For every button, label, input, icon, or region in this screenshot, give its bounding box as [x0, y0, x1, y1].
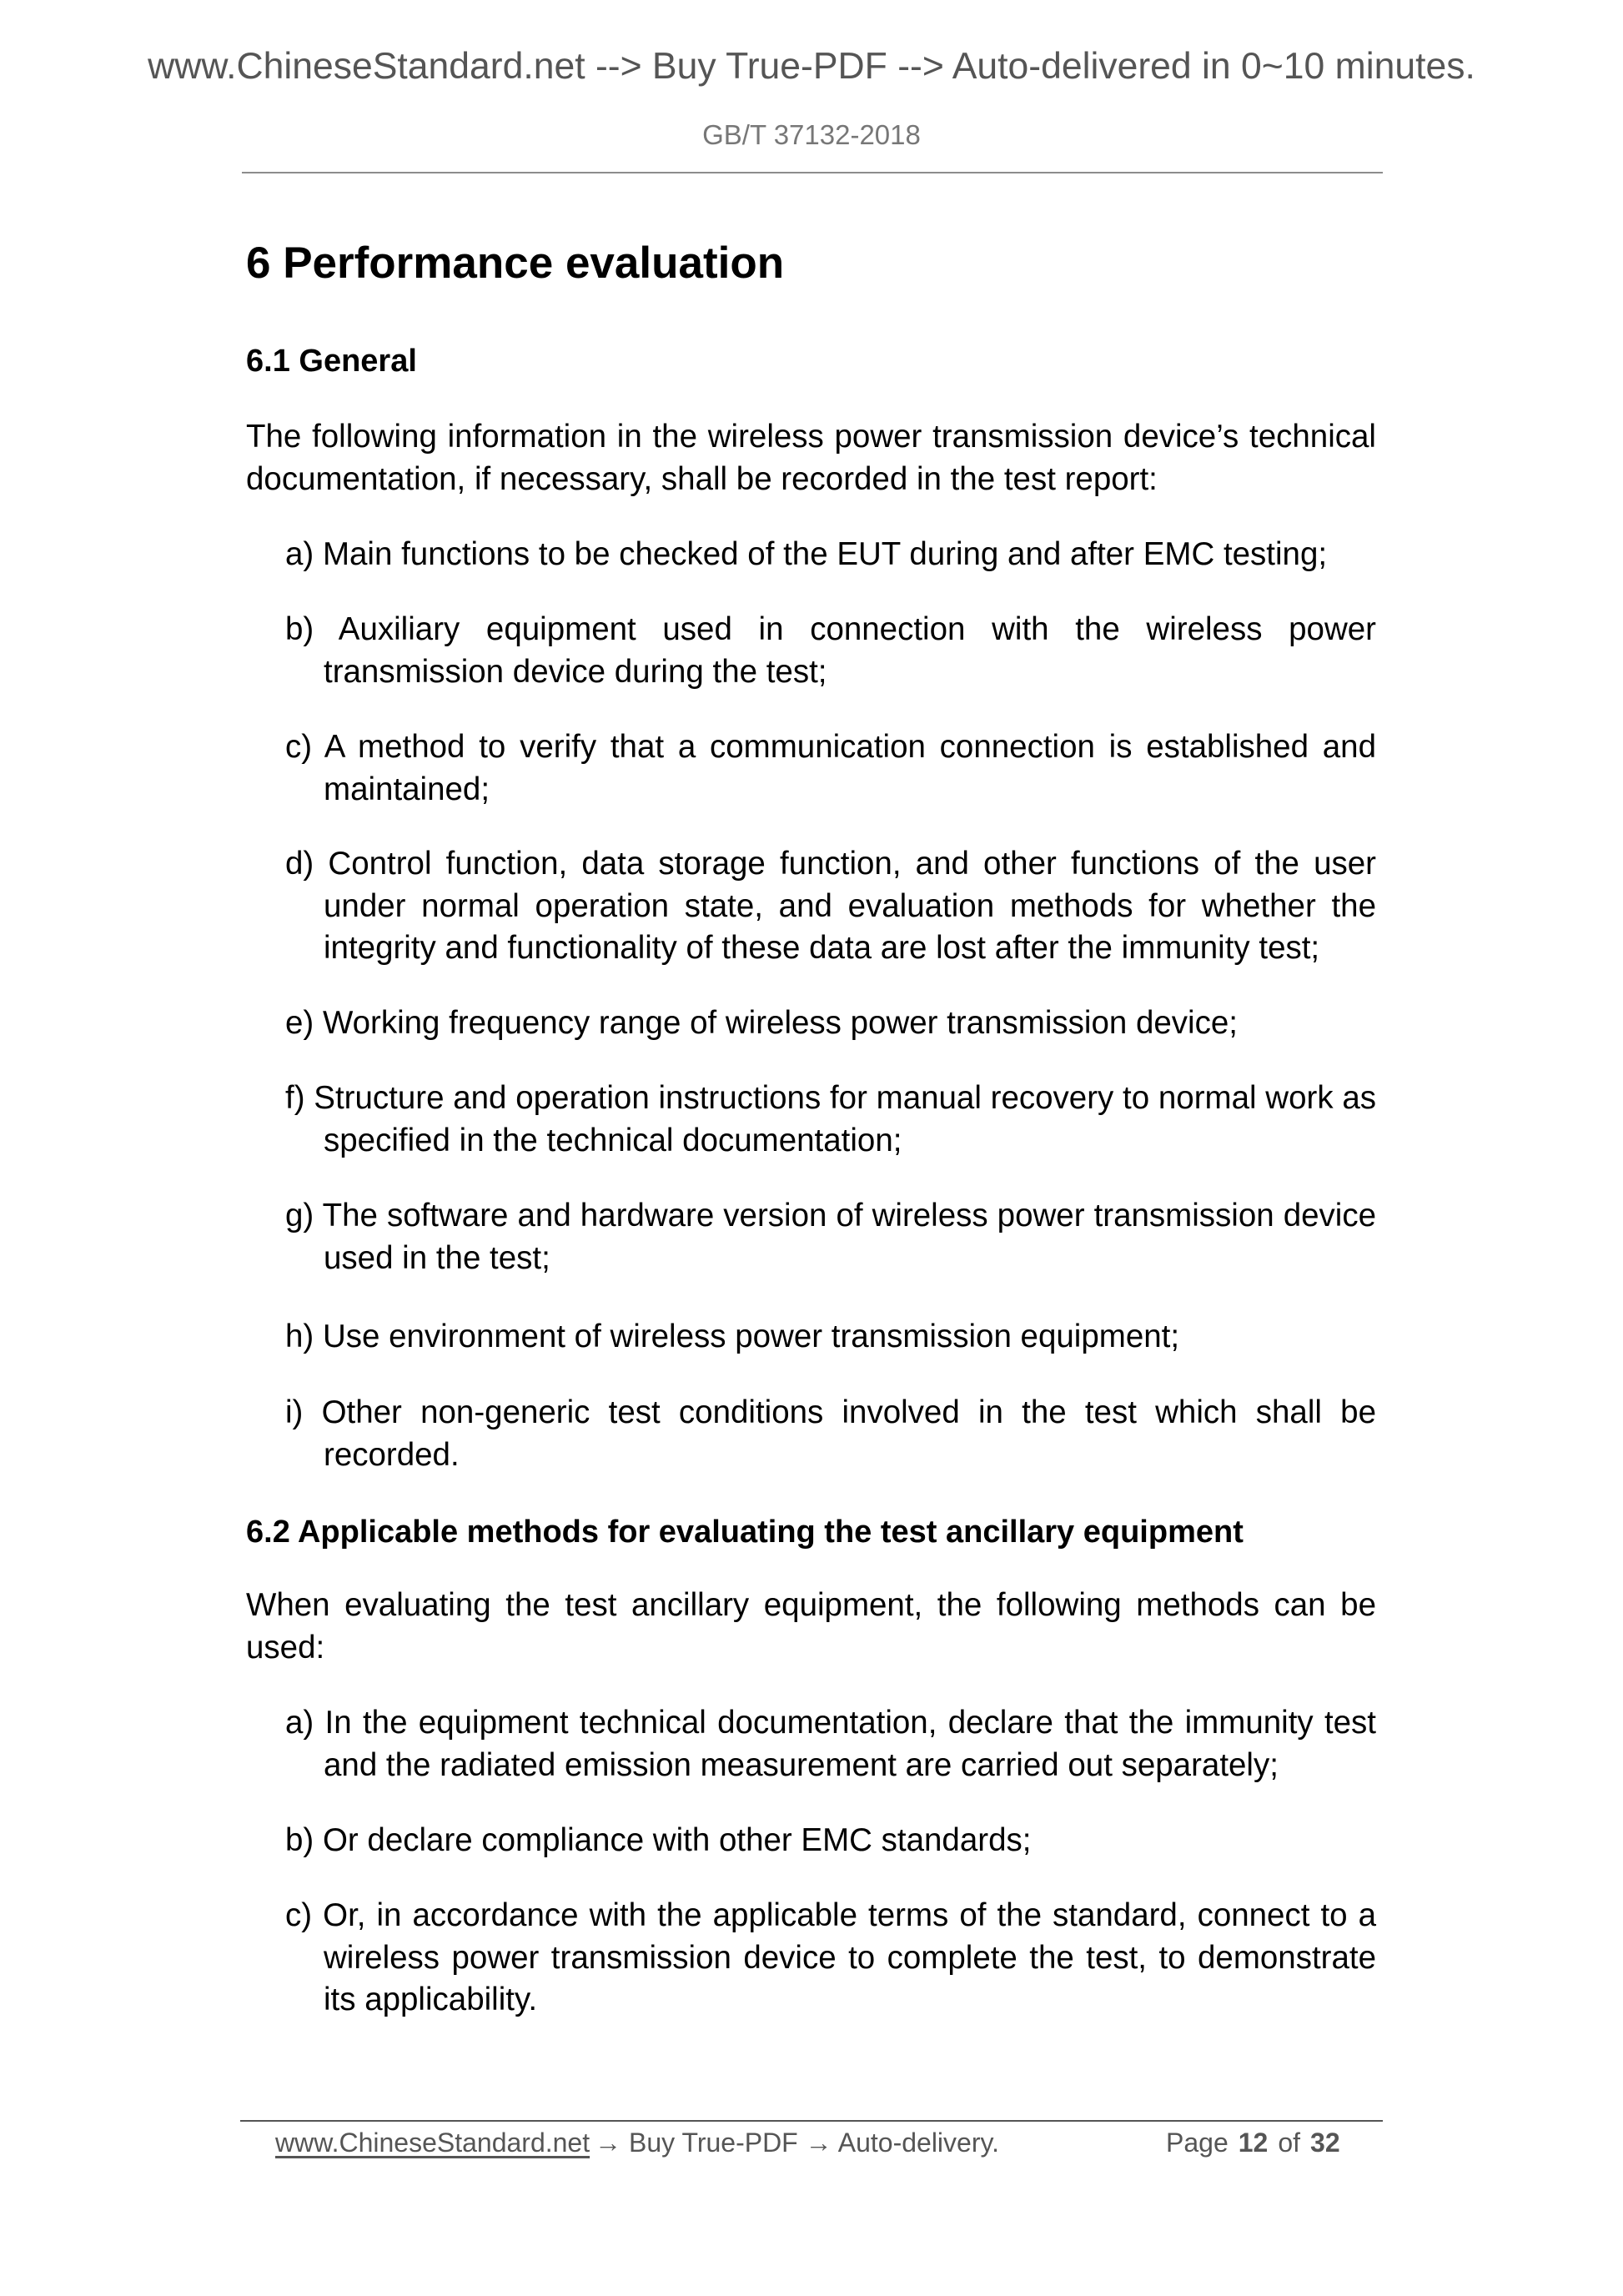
page-indicator: [1166, 2124, 1340, 2161]
list-label: b): [285, 1822, 314, 1858]
of-word: of: [1278, 2128, 1301, 2158]
list-item-6-1-f: [285, 1078, 1376, 1162]
list-item-6-1-i: [285, 1392, 1376, 1476]
list-label: b): [285, 611, 314, 647]
list-text: Other non-generic test conditions involved in the test which shall be recorded.: [321, 1394, 1376, 1473]
list-text: Control function, data storage function, and other functions of the user under normal operation state, and evaluation methods for whether the integrity and functionality of these data are lost after the immunity test;: [324, 846, 1377, 966]
footer-divider: [240, 2120, 1383, 2122]
list-item-6-2-a: [285, 1702, 1376, 1786]
list-label: a): [285, 536, 314, 572]
subsection-title-6-1: 6.1 General: [246, 344, 417, 379]
list-label: a): [285, 1705, 314, 1741]
list-text: Use environment of wireless power transmission equipment;: [322, 1319, 1180, 1354]
list-item-6-1-g: [285, 1195, 1376, 1279]
list-item-6-2-b: [285, 1820, 1376, 1862]
list-label: d): [285, 846, 314, 882]
header-promo-text: www.ChineseStandard.net --> Buy True-PDF --> Auto-delivered in 0~10 minutes.: [148, 46, 1475, 87]
footer-promo-text: → Buy True-PDF → Auto-delivery.: [595, 2128, 999, 2158]
list-item-6-1-d: [285, 843, 1376, 970]
list-text: The software and hardware version of wireless power transmission device used in the test;: [322, 1198, 1376, 1276]
page-word: Page: [1166, 2128, 1229, 2158]
list-label: h): [285, 1319, 314, 1354]
page-current: 12: [1238, 2128, 1269, 2158]
list-text: Or declare compliance with other EMC standards;: [322, 1822, 1032, 1858]
document-id: GB/T 37132-2018: [702, 119, 921, 150]
list-label: c): [285, 729, 313, 765]
page-total: 32: [1310, 2128, 1340, 2158]
footer-site-link[interactable]: www.ChineseStandard.net: [275, 2128, 590, 2158]
list-item-6-2-c: [285, 1895, 1376, 2022]
list-label: f): [285, 1080, 305, 1116]
list-item-6-1-e: [285, 1002, 1376, 1045]
header-divider: [242, 172, 1383, 173]
list-text: In the equipment technical documentation, declare that the immunity test and the radiated emission measurement are carried out separately;: [324, 1705, 1376, 1783]
list-label: g): [285, 1198, 314, 1233]
page-footer: [275, 2124, 1376, 2161]
list-text: A method to verify that a communication connection is established and maintained;: [324, 729, 1376, 807]
section-title: 6 Performance evaluation: [246, 239, 785, 288]
list-text: Main functions to be checked of the EUT during and after EMC testing;: [322, 536, 1328, 572]
list-text: Working frequency range of wireless power transmission device;: [322, 1005, 1238, 1041]
list-text: Or, in accordance with the applicable terms of the standard, connect to a wireless power transmission device to complete the test, to demonstrate its applicability.: [323, 1897, 1377, 2017]
subsection-6-1-intro: The following information in the wireless power transmission device’s technical documentation, if necessary, shall be recorded in the test report:: [246, 419, 1376, 497]
list-item-6-1-c: [285, 726, 1376, 811]
list-item-6-1-a: [285, 534, 1376, 576]
list-text: Auxiliary equipment used in connection with the wireless power transmission device during the test;: [324, 611, 1376, 690]
subsection-6-2-intro: When evaluating the test ancillary equipment, the following methods can be used:: [246, 1587, 1376, 1665]
list-text: Structure and operation instructions for manual recovery to normal work as specified in the technical documentation;: [314, 1080, 1376, 1158]
list-label: c): [285, 1897, 313, 1933]
subsection-title-6-2: 6.2 Applicable methods for evaluating the test ancillary equipment: [246, 1515, 1244, 1550]
list-item-6-1-h: [285, 1316, 1376, 1359]
list-label: i): [285, 1394, 304, 1430]
list-item-6-1-b: [285, 609, 1376, 693]
list-label: e): [285, 1005, 314, 1041]
